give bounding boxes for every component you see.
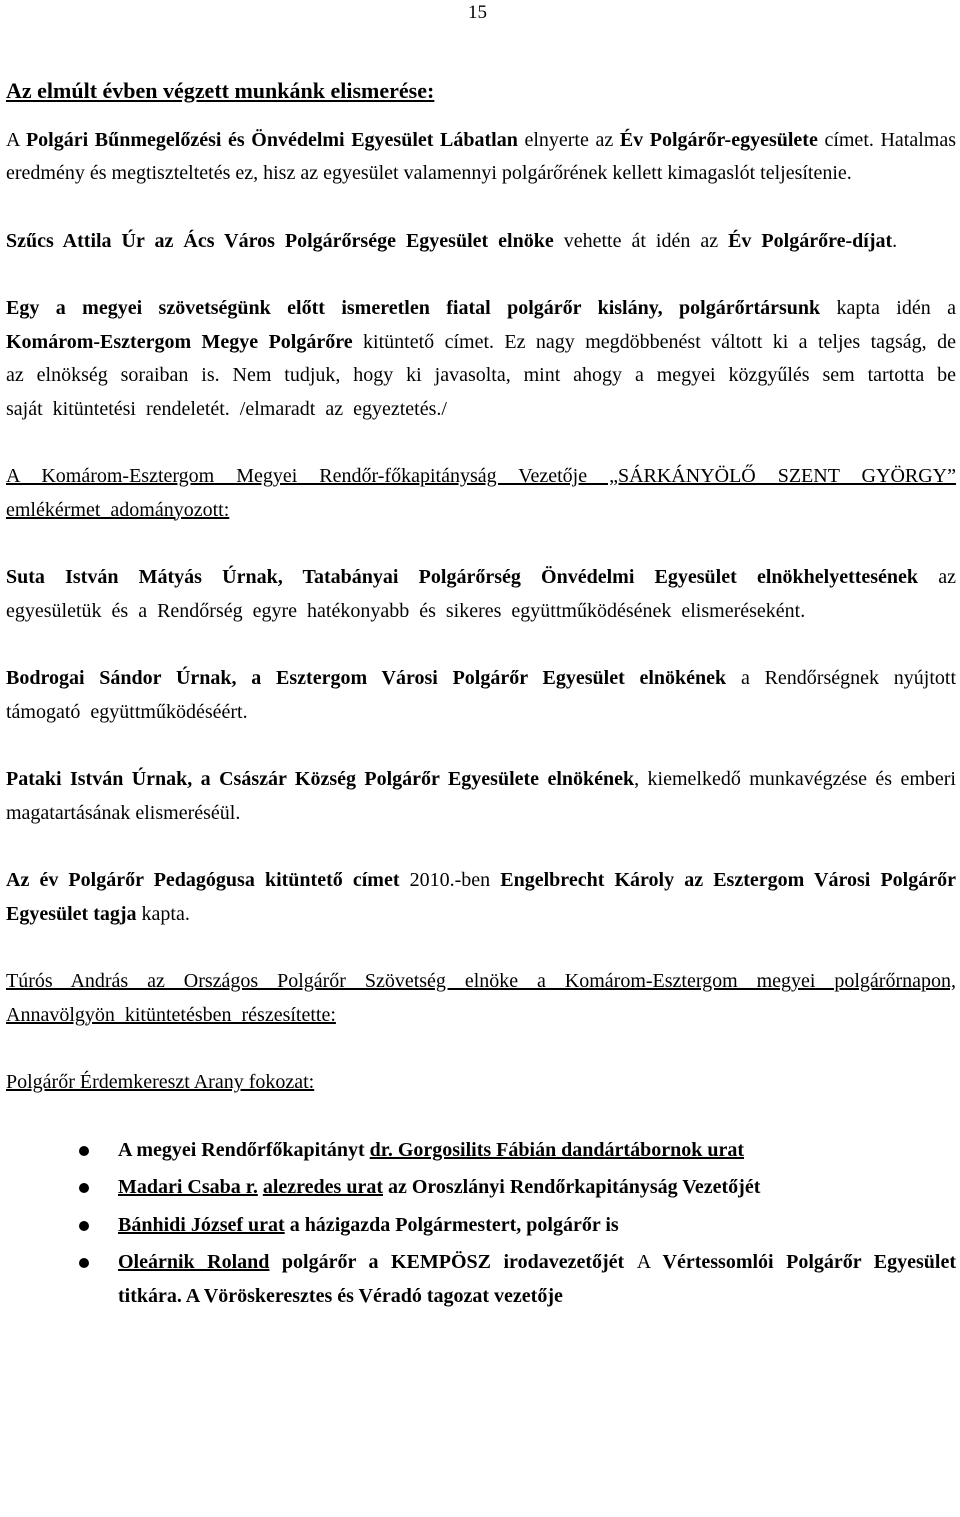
section-heading: Az elmúlt évben végzett munkánk elismerése: (6, 78, 435, 103)
person-name: Engelbrecht Károly az Esztergom Városi Polgárőr Egyesület tagja (6, 869, 956, 925)
paragraph-lábatlan-award: A Polgári Bűnmegelőzési és Önvédelmi Egyesület Lábatlan elnyerte az Év Polgárőr-egyesülete címet. Hatalmas eredmény és megtiszteltetés ez, hisz az egyesület valamennyi polgárőrének kellett kimagaslót teljesítenie. (6, 128, 957, 184)
paragraph-suta-award: Suta István Mátyás Úrnak, Tatabányai Polgárőrség Önvédelmi Egyesület elnökhelyettesének az egyesületük és a Rendőrség egyre hatékonyabb és sikeres együttműködésének elismeréseként. (6, 566, 957, 622)
bullet-icon (79, 1146, 89, 1156)
award-year: 2010.-ben (399, 869, 501, 891)
award-recipient-list (6, 1134, 956, 1314)
page-number: 15 (468, 2, 487, 23)
paragraph-szűcs-award: Szűcs Attila Úr az Ács Város Polgárőrsége Egyesület elnöke vehette át idén az Év Polgárőre-díjat. (6, 229, 898, 252)
award-name: Év Polgárőr-egyesülete (619, 128, 818, 151)
award-name: Komárom-Esztergom Megye Polgárőre (6, 330, 353, 353)
bullet-icon (79, 1258, 89, 1268)
list-item: Bánhidi József urat a házigazda Polgármestert, polgárőr is (6, 1209, 956, 1243)
person-description: Egy a megyei szövetségünk előtt ismeretlen fiatal polgárőr kislány, polgárőrtársunk (6, 297, 821, 319)
list-item: A megyei Rendőrfőkapitányt dr. Gorgosilits Fábián dandártábornok urat (6, 1134, 956, 1168)
paragraph-pataki-award: Pataki István Úrnak, a Császár Község Polgárőr Egyesülete elnökének, kiemelkedő munkavégzése és emberi magatartásának elismeréséül. (6, 768, 956, 824)
person-name: Pataki István Úrnak, a Császár Község Polgárőr Egyesülete elnökének (6, 768, 635, 790)
paragraph-bodrogai-award: Bodrogai Sándor Úrnak, a Esztergom Városi Polgárőr Egyesület elnökének a Rendőrségnek nyújtott támogató együttműködéséért. (6, 667, 956, 723)
paragraph-pedagogue-award: Az év Polgárőr Pedagógusa kitüntető címet 2010.-ben Engelbrecht Károly az Esztergom Városi Polgárőr Egyesület tagja kapta. (6, 869, 956, 925)
bullet-icon (79, 1183, 89, 1193)
page-content (6, 74, 956, 1317)
person-name: Szűcs Attila Úr az Ács Város Polgárőrsége Egyesület elnöke (6, 229, 554, 252)
paragraph-national-awards: Túrós András az Országos Polgárőr Szövetség elnöke a Komárom-Esztergom megyei polgárőrnapon, Annavölgyön kitüntetésben részesítette: (6, 970, 956, 1026)
paragraph-young-member-award: Egy a megyei szövetségünk előtt ismeretlen fiatal polgárőr kislány, polgárőrtársunk kapta idén a Komárom-Esztergom Megye Polgárőre kitüntető címet. Ez nagy megdöbbenést váltott ki a teljes tagság, de az elnökség soraiban is. Nem tudjuk, hogy ki javasolta, mint ahogy a megyei közgyűlés sem tartotta be saját kitüntetési rendeletét. /elmaradt az egyeztetés./ (6, 297, 956, 420)
bullet-icon (79, 1221, 89, 1231)
person-name: Suta István Mátyás Úrnak, Tatabányai Polgárőrség Önvédelmi Egyesület elnökhelyettesének (6, 566, 919, 588)
paragraph-sárkányölő-medal: A Komárom-Esztergom Megyei Rendőr-főkapitányság Vezetője „SÁRKÁNYÖLŐ SZENT GYÖRGY” emlékérmet adományozott: (6, 465, 956, 521)
person-name: Bodrogai Sándor Úrnak, a Esztergom Városi Polgárőr Egyesület elnökének (6, 667, 727, 689)
list-item: Oleárnik Roland polgárőr a KEMPÖSZ irodavezetőjét A Vértessomlói Polgárőr Egyesület titkára. A Vöröskeresztes és Véradó tagozat vezetője (6, 1246, 956, 1313)
award-name: Az év Polgárőr Pedagógusa kitüntető címet (6, 869, 400, 891)
list-item: Madari Csaba r. alezredes urat az Oroszlányi Rendőrkapitányság Vezetőjét (6, 1171, 956, 1205)
paragraph-cross-award-title: Polgárőr Érdemkereszt Arany fokozat: (6, 1071, 315, 1093)
award-name: Év Polgárőre-díjat (728, 229, 893, 252)
organization-name: Polgári Bűnmegelőzési és Önvédelmi Egyesület Lábatlan (25, 128, 518, 151)
